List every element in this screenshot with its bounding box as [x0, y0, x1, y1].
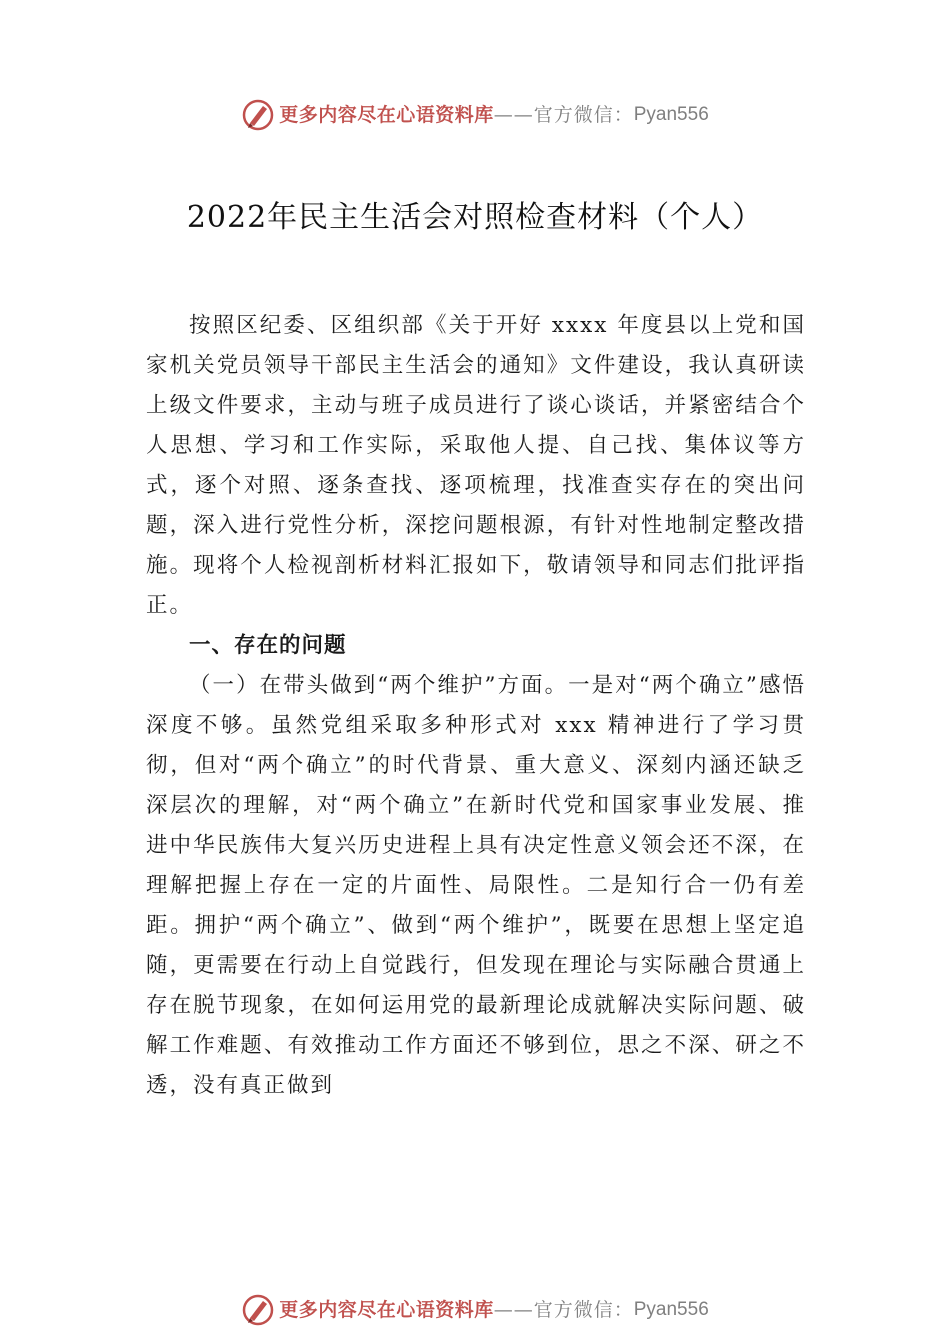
watermark-label: 官方微信： [533, 104, 634, 126]
section-heading: 一、存在的问题 [189, 633, 347, 658]
watermark-banner-bottom [0, 1293, 950, 1327]
watermark-label: 官方微信： [533, 1299, 634, 1321]
body-paragraph: （一）在带头做到“两个维护”方面。一是对“两个确立”感悟深度不够。虽然党组采取多种形式对 xxx 精神进行了学习贯彻，但对“两个确立”的时代背景、重大意义、深刻内涵还缺乏深层次的理解，对“两个确立”在新时代党和国家事业发展、推进中华民族伟大复兴历史进程上具有决定性意义领会还不深，在理解把握上存在一定的片面性、局限性。二是知行合一仍有差距。拥护“两个确立”、做到“两个维护”，既要在思想上坚定追随，更需要在行动上自觉践行，但发现在理论与实际融合贯通上存在脱节现象，在如何运用党的最新理论成就解决实际问题、破解工作难题、有效推动工作方面还不够到位，思之不深、研之不透，没有真正做到 [146, 673, 806, 1098]
document-title: 2022年民主生活会对照检查材料（个人） [186, 200, 764, 235]
intro-paragraph: 按照区纪委、区组织部《关于开好 xxxx 年度县以上党和国家机关党员领导干部民主生活会的通知》文件建设，我认真研读上级文件要求，主动与班子成员进行了谈心谈话，并紧密结合个人思想、学习和工作实际，采取他人提、自己找、集体议等方式，逐个对照、逐条查找、逐项梳理，找准查实存在的突出问题，深入进行党性分析，深挖问题根源，有针对性地制定整改措施。现将个人检视剖析材料汇报如下，敬请领导和同志们批评指正。 [146, 313, 806, 618]
document-body [146, 306, 806, 1106]
pen-logo-icon [241, 1293, 275, 1327]
watermark-wechat-id: Pyan556 [633, 104, 709, 125]
watermark-wechat-id: Pyan556 [633, 1299, 709, 1320]
watermark-separator: —— [493, 104, 534, 126]
pen-logo-icon [241, 98, 275, 132]
watermark-brand: 更多内容尽在心语资料库 [279, 104, 494, 126]
watermark-brand: 更多内容尽在心语资料库 [279, 1299, 494, 1321]
watermark-banner-top [0, 98, 950, 132]
watermark-separator: —— [493, 1299, 534, 1321]
